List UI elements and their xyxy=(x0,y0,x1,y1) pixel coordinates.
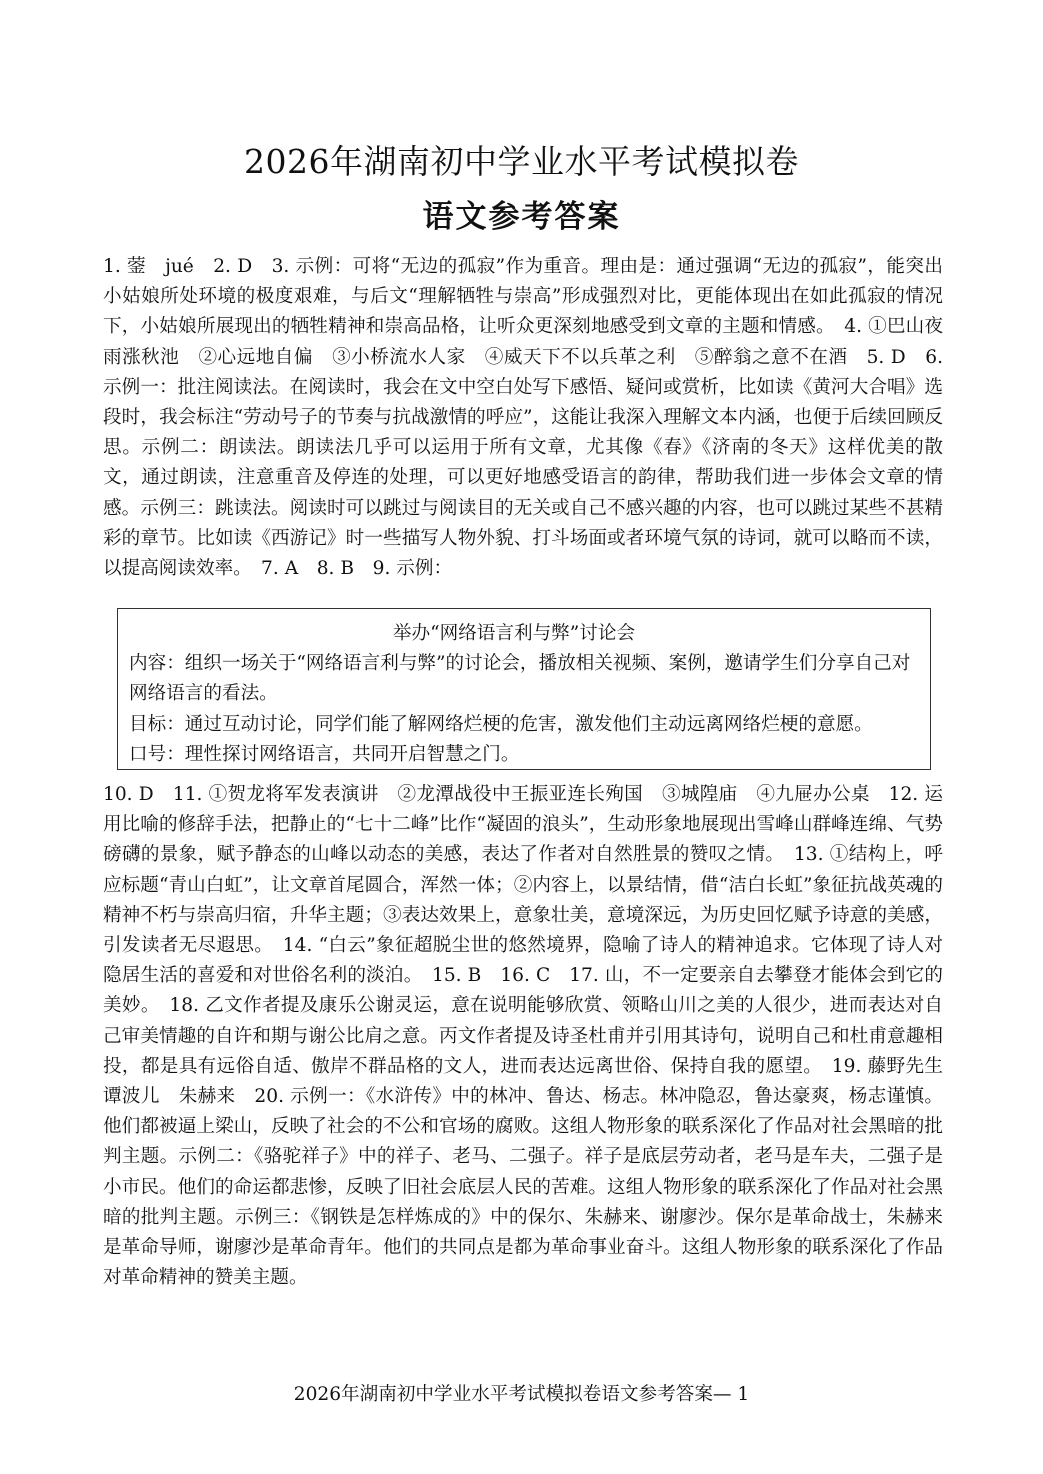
activity-plan-box xyxy=(117,608,931,770)
activity-plan-title: 举办“网络语言利与弊”讨论会 xyxy=(392,623,636,644)
activity-plan-content: 内容：组织一场关于“网络语言利与弊”的讨论会，播放相关视频、案例，邀请学生们分享自己对网络语言的看法。 xyxy=(129,653,911,705)
page-footer: 2026年湖南初中学业水平考试模拟卷语文参考答案— 1 xyxy=(293,1384,750,1405)
activity-plan-goal: 目标：通过互动讨论，同学们能了解网络烂梗的危害，激发他们主动远离网络烂梗的意愿。 xyxy=(129,713,873,735)
answers-part-2: 10. D 11. ①贺龙将军发表演讲 ②龙潭战役中王振亚连长殉国 ③城隍庙 ④九屉办公桌 12. 运用比喻的修辞手法，把静止的“七十二峰”比作“凝固的浪头”，生动形象地展现出雪峰山群峰连绵、气势磅礴的景象，赋予静态的山峰以动态的美感，表达了作者对自然胜景的赞叹之情。 13. ①结构上，呼应标题“青山白虹”，让文章首尾圆合，浑然一体；②内容上，以景结情，借“洁白长虹”象征抗战英魂的精神不朽与崇高归宿，升华主题；③表达效果上，意象壮美，意境深远，为历史回忆赋予诗意的美感，引发读者无尽遐思。 14. “白云”象征超脱尘世的悠然境界，隐喻了诗人的精神追求。它体现了诗人对隐居生活的喜爱和对世俗名利的淡泊。 15. B 16. C 17. 山，不一定要亲自去攀登才能体会到它的美妙。 18. 乙文作者提及康乐公谢灵运，意在说明能够欣赏、领略山川之美的人很少，进而表达对自己审美情趣的自许和期与谢公比肩之意。丙文作者提及诗圣杜甫并引用其诗句，说明自己和杜甫意趣相投，都是具有远俗自适、傲岸不群品格的文人，进而表达远离世俗、保持自我的愿望。 19. 藤野先生 谭波儿 朱赫来 20. 示例一：《水浒传》中的林冲、鲁达、杨志。林冲隐忍，鲁达豪爽，杨志谨慎。他们都被逼上梁山，反映了社会的不公和官场的腐败。这组人物形象的联系深化了作品对社会黑暗的批判主题。示例二：《骆驼祥子》中的祥子、老马、二强子。祥子是底层劳动者，老马是车夫，二强子是小市民。他们的命运都悲惨，反映了旧社会底层人民的苦难。这组人物形象的联系深化了作品对社会黑暗的批判主题。示例三：《钢铁是怎样炼成的》中的保尔、朱赫来、谢廖沙。保尔是革命战士，朱赫来是革命导师，谢廖沙是革命青年。他们的共同点是都为革命事业奋斗。这组人物形象的联系深化了作品对革命精神的赞美主题。 xyxy=(103,784,962,1289)
page-title: 2026年湖南初中学业水平考试模拟卷 xyxy=(244,142,799,181)
answers-part-1: 1. 蓥 jué 2. D 3. 示例：可将“无边的孤寂”作为重音。理由是：通过强调“无边的孤寂”，能突出小姑娘所处环境的极度艰难，与后文“理解牺牲与崇高”形成强烈对比，更能体现出在如此孤寂的情况下，小姑娘所展现出的牺牲精神和崇高品格，让听众更深刻地感受到文章的主题和情感。 4. ①巴山夜雨涨秋池 ②心远地自偏 ③小桥流水人家 ④威天下不以兵革之利 ⑤醉翁之意不在酒 5. D 6. 示例一：批注阅读法。在阅读时，我会在文中空白处写下感悟、疑问或赏析，比如读《黄河大合唱》选段时，我会标注“劳动号子的节奏与抗战激情的呼应”，这能让我深入理解文本内涵，也便于后续回顾反思。示例二：朗读法。朗读法几乎可以运用于所有文章，尤其像《春》《济南的冬天》这样优美的散文，通过朗读，注意重音及停连的处理，可以更好地感受语言的韵律，帮助我们进一步体会文章的情感。示例三：跳读法。阅读时可以跳过与阅读目的无关或自己不感兴趣的内容，也可以跳过某些不甚精彩的章节。比如读《西游记》时一些描写人物外貌、打斗场面或者环境气氛的诗词，就可以略而不读，以提高阅读效率。 7. A 8. B 9. 示例： xyxy=(103,256,943,580)
page-subtitle: 语文参考答案 xyxy=(422,199,621,235)
activity-plan-slogan: 口号：理性探讨网络语言，共同开启智慧之门。 xyxy=(129,743,520,765)
